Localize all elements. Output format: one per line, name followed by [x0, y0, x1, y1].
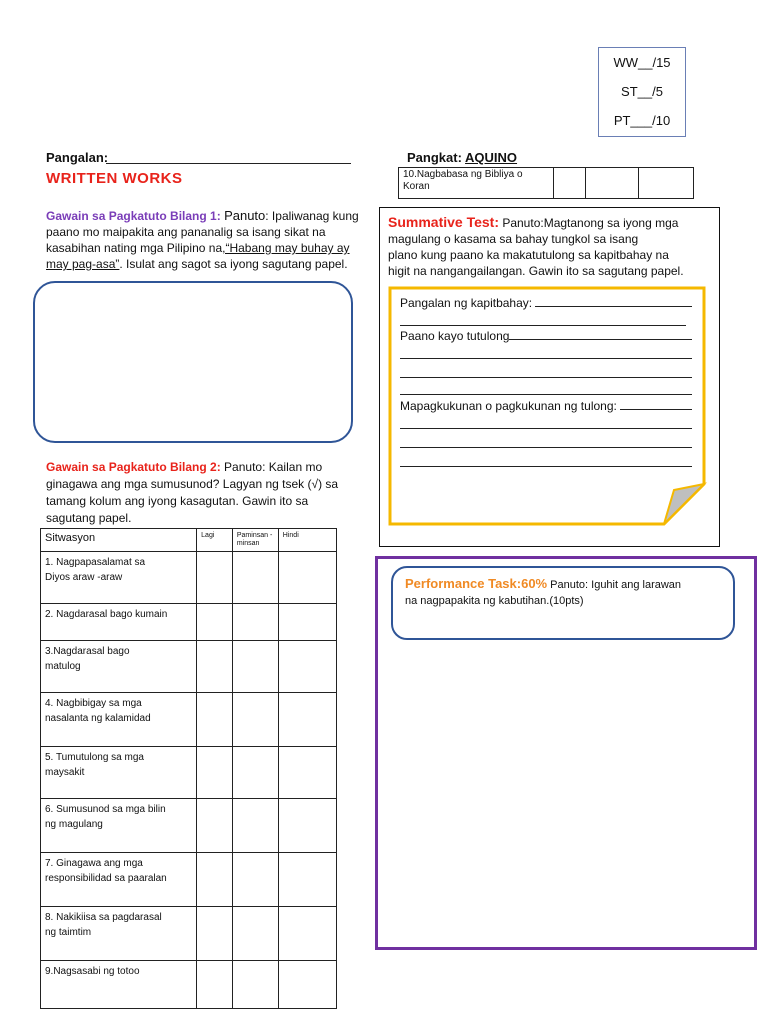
- table-row: [41, 693, 337, 747]
- activity2-heading: Gawain sa Pagkatuto Bilang 2:: [46, 460, 221, 474]
- header-lagi: Lagi: [197, 529, 233, 552]
- check-cell[interactable]: [197, 961, 233, 1009]
- table-header-row: [41, 529, 337, 552]
- answer-line[interactable]: [400, 429, 692, 448]
- score-pt: PT___/10: [613, 113, 671, 128]
- check-cell[interactable]: [278, 747, 336, 799]
- table-row: [41, 907, 337, 961]
- situation-cell: 4. Nagbibigay sa mga nasalanta ng kalamidad: [41, 693, 197, 747]
- check-cell[interactable]: [586, 168, 639, 199]
- check-cell[interactable]: [197, 552, 233, 604]
- name-label: Pangalan:: [46, 150, 109, 165]
- check-cell[interactable]: [197, 604, 233, 641]
- table-row: [41, 552, 337, 604]
- check-cell[interactable]: [232, 799, 278, 853]
- situation-cell: 1. Nagpapasalamat sa Diyos araw -araw: [41, 552, 197, 604]
- check-cell[interactable]: [232, 693, 278, 747]
- table-row: [41, 604, 337, 641]
- check-cell[interactable]: [232, 907, 278, 961]
- summative-fields: [400, 295, 692, 467]
- activity1-answer-box[interactable]: [33, 281, 353, 443]
- check-cell[interactable]: [197, 907, 233, 961]
- check-cell[interactable]: [553, 168, 586, 199]
- score-st: ST__/5: [621, 84, 663, 99]
- table-row: [41, 853, 337, 907]
- summative-heading: Summative Test:: [388, 214, 499, 230]
- check-cell[interactable]: [232, 604, 278, 641]
- check-cell[interactable]: [232, 552, 278, 604]
- header-situation: Sitwasyon: [41, 529, 197, 552]
- field-kapitbahay-line[interactable]: [535, 295, 692, 307]
- activity1-heading: Gawain sa Pagkatuto Bilang 1:: [46, 209, 221, 223]
- check-cell[interactable]: [278, 552, 336, 604]
- check-cell[interactable]: [232, 641, 278, 693]
- score-box: [598, 47, 686, 137]
- situation-cell: 2. Nagdarasal bago kumain: [41, 604, 197, 641]
- header-paminsan: Paminsan -minsan: [232, 529, 278, 552]
- situation-table: [40, 528, 337, 1009]
- answer-line[interactable]: [400, 378, 692, 395]
- situation-cell: 6. Sumusunod sa mga bilin ng magulang: [41, 799, 197, 853]
- table-row: [41, 799, 337, 853]
- check-cell[interactable]: [278, 641, 336, 693]
- situation-cell: 7. Ginagawa ang mga responsibilidad sa paaralan: [41, 853, 197, 907]
- answer-line[interactable]: [400, 311, 686, 326]
- check-cell[interactable]: [639, 168, 694, 199]
- written-works-title: WRITTEN WORKS: [46, 170, 183, 187]
- group-value: AQUINO: [465, 150, 518, 165]
- answer-line[interactable]: [400, 448, 692, 467]
- check-cell[interactable]: [232, 747, 278, 799]
- check-cell[interactable]: [278, 853, 336, 907]
- continuation-table: [398, 167, 694, 199]
- check-cell[interactable]: [232, 961, 278, 1009]
- check-cell[interactable]: [232, 853, 278, 907]
- check-cell[interactable]: [197, 799, 233, 853]
- situation-cell: 3.Nagdarasal bago matulog: [41, 641, 197, 693]
- score-ww: WW__/15: [613, 55, 671, 70]
- check-cell[interactable]: [278, 693, 336, 747]
- check-cell[interactable]: [278, 799, 336, 853]
- activity1-text: Gawain sa Pagkatuto Bilang 1: Panuto: Ipaliwanag kung paano mo maipakita ang pananalig sa isang sikat na kasabihan nating mga Pilipino na,“Habang may buhay ay may pag-asa”. Isulat ang sagot sa iyong sagutang papel.: [46, 208, 359, 271]
- check-cell[interactable]: [197, 853, 233, 907]
- situation-cell: 9.Nagsasabi ng totoo: [41, 961, 197, 1009]
- row-label: 10.Nagbabasa ng Bibliya o Koran: [399, 168, 554, 199]
- field-pagkukunan-label: Mapagkukunan o pagkukunan ng tulong:: [400, 399, 617, 413]
- activity2-text: Gawain sa Pagkatuto Bilang 2: Panuto: Kailan mo ginagawa ang mga sumusunod? Lagyan ng tsek (√) sa tamang kolum ang iyong kasagutan. Gawin ito sa sagutang papel.: [46, 460, 339, 525]
- table-row: [41, 747, 337, 799]
- check-cell[interactable]: [278, 907, 336, 961]
- answer-line[interactable]: [400, 414, 692, 429]
- field-tutulong-label: Paano kayo tutulong: [400, 329, 510, 343]
- table-row: [399, 168, 694, 199]
- situation-cell: 8. Nakikiisa sa pagdarasal ng taimtim: [41, 907, 197, 961]
- check-cell[interactable]: [278, 961, 336, 1009]
- summative-text: Summative Test: Panuto:Magtanong sa iyong mga magulang o kasama sa bahay tungkol sa isang plano kung paano ka makatutulong sa kapitbahay na higit na nangangailangan. Gawin ito sa sagutang papel.: [388, 214, 684, 278]
- situation-cell: 5. Tumutulong sa mga maysakit: [41, 747, 197, 799]
- table-row: [41, 961, 337, 1009]
- performance-task-text: Performance Task:60% Panuto: Iguhit ang larawan na nagpapakita ng kabutihan.(10pts): [405, 576, 682, 607]
- check-cell[interactable]: [197, 641, 233, 693]
- table-row: [41, 641, 337, 693]
- name-line[interactable]: [106, 163, 351, 164]
- check-cell[interactable]: [197, 693, 233, 747]
- field-kapitbahay-label: Pangalan ng kapitbahay:: [400, 296, 533, 310]
- check-cell[interactable]: [197, 747, 233, 799]
- performance-heading: Performance Task:60%: [405, 576, 548, 591]
- answer-line[interactable]: [400, 344, 692, 359]
- field-pagkukunan-line[interactable]: [620, 398, 692, 410]
- header-hindi: Hindi: [278, 529, 336, 552]
- group-label: Pangkat: AQUINO: [407, 150, 518, 165]
- answer-line[interactable]: [400, 359, 692, 378]
- field-tutulong-line[interactable]: [509, 328, 692, 340]
- check-cell[interactable]: [278, 604, 336, 641]
